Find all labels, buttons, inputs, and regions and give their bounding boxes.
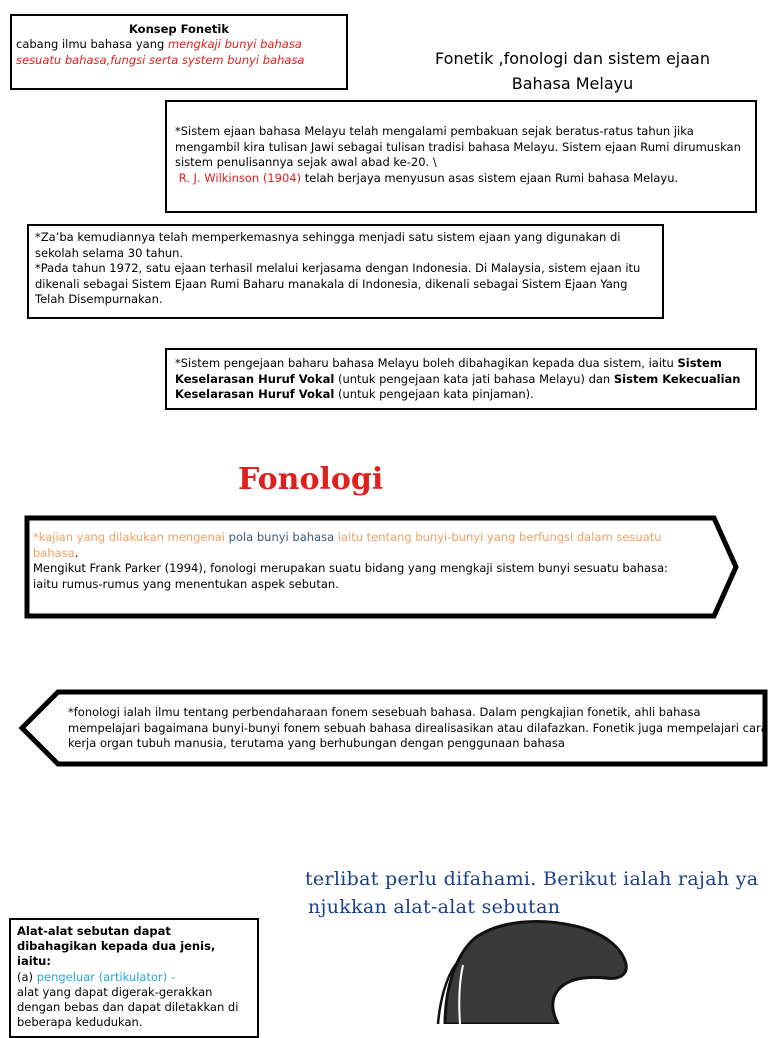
alat-sebutan-figure xyxy=(270,860,768,1024)
sistem-part1: *Sistem pengejaan baharu bahasa Melayu boleh dibahagikan kepada dua sistem, iaitu xyxy=(175,356,678,370)
sistem-bold1: Sistem Keselarasan Huruf Vokal xyxy=(175,356,722,386)
alat-intro: Alat-alat sebutan dapat dibahagikan kepada dua jenis, iaitu: xyxy=(17,924,216,969)
zaba-line2: *Pada tahun 1972, satu ejaan terhasil melalui kerjasama dengan Indonesia. Di Malaysia, sistem ejaan itu dikenali sebagai Sistem Ejaan Rumi Baharu manakala di Indonesia, dikenali sebagai Sistem Ejaan Yang Telah Disempurnakan. xyxy=(35,261,641,306)
konsep-line1-plain: cabang ilmu bahasa yang xyxy=(16,37,168,51)
fonologi-ilmu-text xyxy=(68,705,768,752)
arrow1-part3: iaitu tentang bunyi-bunyi yang berfungsi dalam sesuatu bahasa xyxy=(33,530,662,560)
konsep-fonetik-box xyxy=(10,14,348,90)
alat-sebutan-text xyxy=(17,924,252,1030)
fonologi-definition-text xyxy=(33,530,693,592)
alat-item-a-desc: alat yang dapat digerak-gerakkan dengan bebas dan dapat diletakkan di beberapa kedudukan. xyxy=(17,984,239,1030)
arrow1-para2: Mengikut Frank Parker (1994), fonologi merupakan suatu bidang yang mengkaji sistem bunyi sesuatu bahasa: iaitu rumus-rumus yang menentukan aspek sebutan. xyxy=(33,561,669,591)
main-title-line1: Fonetik ,fonologi dan sistem ejaan xyxy=(435,49,710,68)
konsep-fonetik-title: Konsep Fonetik xyxy=(128,22,230,36)
fonologi-heading: Fonologi xyxy=(238,462,384,497)
arrow2-line3: kerja organ tubuh manusia, terutama yang berhubungan dengan penggunaan bahasa xyxy=(68,736,565,750)
arrow2-line2: mempelajari bagaimana bunyi-bunyi fonem sebuah bahasa direalisasikan atau dilafazkan. Fonetik juga mempelajari cara xyxy=(68,720,768,735)
arrow1-part1: *kajian yang dilakukan mengenai xyxy=(33,530,229,544)
arrow1-part4: . xyxy=(74,545,79,560)
sistem-pengejaan-text xyxy=(175,356,749,403)
sistem-bold2: Sistem Kekecualian Keselarasan Huruf Vokal xyxy=(175,371,741,401)
main-title xyxy=(400,46,745,96)
wilkinson-rest: telah berjaya menyusun asas sistem ejaan Rumi bahasa Melayu. xyxy=(301,170,679,185)
main-title-line2: Bahasa Melayu xyxy=(511,74,634,93)
arrow2-line1: *fonologi ialah ilmu tentang perbendaharaan fonem sesebuah bahasa. Dalam pengkajian fonetik, ahli bahasa xyxy=(68,705,701,719)
sejarah-paragraph: *Sistem ejaan bahasa Melayu telah mengalami pembakuan sejak beratus-ratus tahun jika mengambil kira tulisan Jawi sebagai tulisan tradisi bahasa Melayu. Sistem ejaan Rumi dirumuskan sistem penulisannya sejak awal abad ke-20. \ xyxy=(175,124,741,169)
speech-organ-drawing xyxy=(270,860,768,1024)
arrow1-part2: pola bunyi bahasa xyxy=(228,530,335,544)
alat-sebutan-box xyxy=(9,918,259,1038)
zaba-box xyxy=(27,224,664,319)
zaba-line1: *Za’ba kemudiannya telah memperkemasnya sehingga menjadi satu sistem ejaan yang digunakan di sekolah selama 30 tahun. xyxy=(35,230,621,260)
wilkinson-name: R. J. Wilkinson (1904) xyxy=(178,170,302,185)
figure-caption-line1: terlibat perlu difahami. Berikut ialah rajah ya xyxy=(305,868,759,890)
sistem-pengejaan-box xyxy=(165,348,757,410)
sistem-part3: (untuk pengejaan kata pinjaman). xyxy=(334,387,534,401)
konsep-line2-italic: sesuatu bahasa,fungsi serta system bunyi bahasa xyxy=(16,52,305,67)
konsep-fonetik-text xyxy=(16,37,342,68)
sistem-part2: (untuk pengejaan kata jati bahasa Melayu) dan xyxy=(334,371,614,386)
sejarah-ejaan-text xyxy=(175,124,749,186)
zaba-text xyxy=(35,230,656,308)
alat-item-a-term: pengeluar (artikulator) - xyxy=(36,969,176,984)
alat-item-a-prefix: (a) xyxy=(17,969,37,984)
figure-caption-line2: njukkan alat-alat sebutan xyxy=(308,896,561,918)
sejarah-ejaan-box xyxy=(165,100,757,213)
konsep-line1-italic: mengkaji bunyi bahasa xyxy=(167,37,302,51)
